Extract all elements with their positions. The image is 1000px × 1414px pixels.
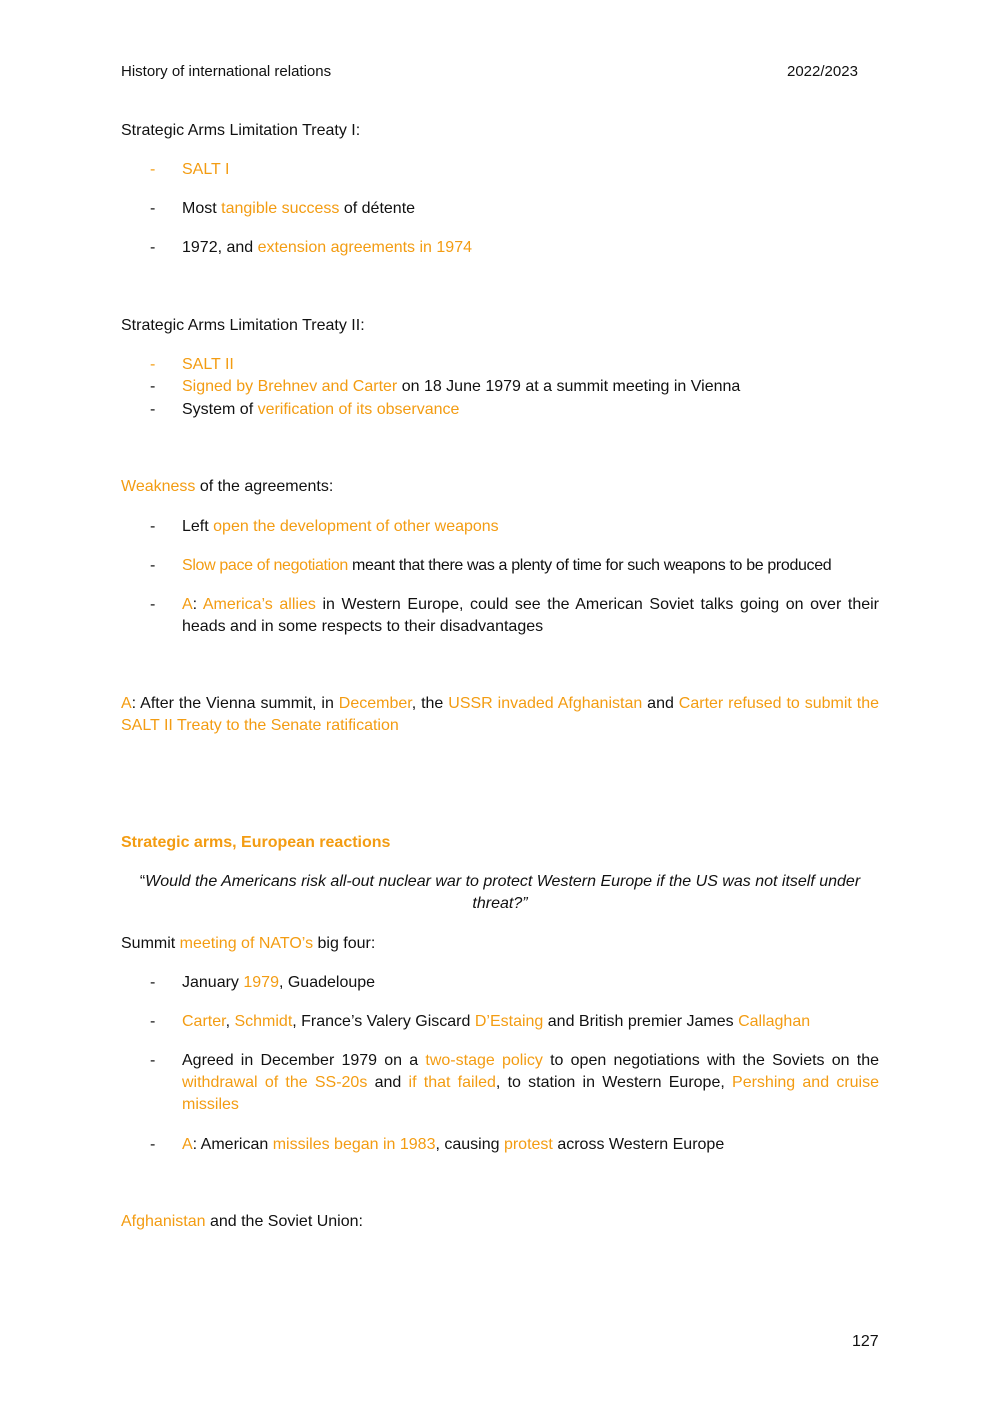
text-run: , the (411, 695, 449, 712)
header-course: History of international relations (121, 63, 332, 80)
quote-open-mark: “ (139, 873, 146, 890)
highlighted-text: 1979 (243, 974, 279, 991)
highlighted-text: protest (503, 1136, 553, 1153)
highlighted-text: Carter (182, 1013, 226, 1030)
highlighted-text: A (121, 695, 132, 712)
summit-line (121, 933, 375, 955)
list-item (182, 376, 879, 398)
highlighted-text: A (182, 1136, 193, 1153)
text-run: January (182, 974, 244, 991)
text-run: , Guadeloupe (278, 974, 376, 991)
list-item (182, 1011, 879, 1033)
list-item (182, 516, 879, 538)
bullet-dash: - (150, 1136, 156, 1153)
text-run: Summit (121, 935, 180, 952)
text-run: to open negotiations with the Soviets on the (542, 1052, 879, 1069)
text-run: meant that there was a plenty of time for such weapons to be produced (347, 557, 832, 574)
text-run: , to station in Western Europe, (495, 1074, 733, 1091)
highlighted-text: missiles began in 1983 (272, 1136, 436, 1153)
text-run: on 18 June 1979 at a summit meeting in Vienna (397, 378, 741, 395)
text-run: and (367, 1074, 409, 1091)
weakness-heading (121, 476, 333, 498)
text-run: and British premier James (543, 1013, 739, 1030)
page-number: 127 (852, 1333, 879, 1350)
text-run: across Western Europe (552, 1136, 725, 1153)
highlighted-text: meeting of NATO’s (179, 935, 314, 952)
bullet-dash: - (150, 378, 156, 395)
list-item (182, 594, 879, 638)
after-vienna-paragraph (121, 693, 879, 737)
highlighted-text: Weakness (121, 478, 196, 495)
text-run: , France’s Valery Giscard (292, 1013, 475, 1030)
highlighted-text: Schmidt (234, 1013, 293, 1030)
text-run: and (642, 695, 679, 712)
highlighted-text: December (338, 695, 412, 712)
bullet-dash: - (150, 596, 156, 613)
bullet-dash: - (150, 1013, 156, 1030)
bullet-dash: - (150, 200, 156, 217)
salt2-heading: Strategic Arms Limitation Treaty II: (121, 317, 365, 334)
list-item (182, 399, 879, 421)
highlighted-text: A (182, 596, 193, 613)
list-item (182, 159, 879, 181)
bullet-dash: - (150, 239, 156, 256)
text-run: : (192, 596, 203, 613)
text-run: big four: (313, 935, 376, 952)
bullet-dash: - (150, 1052, 156, 1069)
highlighted-text: Slow pace of negotiation (182, 557, 348, 574)
bullet-dash: - (150, 401, 156, 418)
quote-text: Would the Americans risk all-out nuclear war to protect Western Europe if the US was not itself under threat?” (145, 873, 861, 912)
text-run: : After the Vienna summit, in (131, 695, 339, 712)
list-item (182, 237, 879, 259)
highlighted-text: withdrawal of the SS-20s (182, 1074, 368, 1091)
text-run: Agreed in December 1979 on a (182, 1052, 426, 1069)
highlighted-text: USSR invaded Afghanistan (448, 695, 643, 712)
highlighted-text: Carter refused to submit the SALT II Treaty to the Senate ratification (121, 695, 880, 734)
section-heading: Strategic arms, European reactions (121, 834, 391, 851)
list-item (182, 1050, 879, 1116)
text-run: Most (182, 200, 222, 217)
highlighted-text: Signed by Brehnev and Carter (182, 378, 398, 395)
text-run: in Western Europe, could see the American Soviet talks going on over their heads and in some respects to their disadvantages (182, 596, 879, 635)
highlighted-text: America’s allies (202, 596, 316, 613)
text-run: 1972, and (182, 239, 258, 256)
highlighted-text: Callaghan (738, 1013, 811, 1030)
highlighted-text: extension agreements in 1974 (257, 239, 472, 256)
list-item (182, 198, 879, 220)
text-run: , (225, 1013, 235, 1030)
bullet-dash: - (150, 557, 156, 574)
bullet-dash: - (150, 161, 156, 178)
highlighted-text: D’Estaing (474, 1013, 544, 1030)
highlighted-text: Pershing and cruise missiles (182, 1074, 880, 1113)
salt1-heading: Strategic Arms Limitation Treaty I: (121, 122, 361, 139)
highlighted-text: two-stage policy (425, 1052, 543, 1069)
text-run: of détente (339, 200, 416, 217)
text-run: Left (182, 518, 214, 535)
list-item (182, 354, 879, 376)
bullet-dash: - (150, 974, 156, 991)
header-year: 2022/2023 (787, 63, 858, 80)
highlighted-text: if that failed (408, 1074, 496, 1091)
highlighted-text: SALT II (182, 356, 234, 373)
quote (121, 871, 879, 915)
text-run: System of (182, 401, 258, 418)
highlighted-text: open the development of other weapons (213, 518, 499, 535)
bullet-dash: - (150, 356, 156, 373)
highlighted-text: SALT I (182, 161, 230, 178)
text-run: of the agreements: (195, 478, 334, 495)
list-item (182, 972, 879, 994)
list-item (182, 1134, 879, 1156)
highlighted-text: Afghanistan (121, 1213, 206, 1230)
afghanistan-heading (121, 1211, 363, 1233)
text-run: and the Soviet Union: (205, 1213, 363, 1230)
highlighted-text: tangible success (221, 200, 340, 217)
text-run: : American (192, 1136, 273, 1153)
list-item (182, 555, 879, 577)
highlighted-text: verification of its observance (257, 401, 460, 418)
bullet-dash: - (150, 518, 156, 535)
text-run: , causing (435, 1136, 504, 1153)
